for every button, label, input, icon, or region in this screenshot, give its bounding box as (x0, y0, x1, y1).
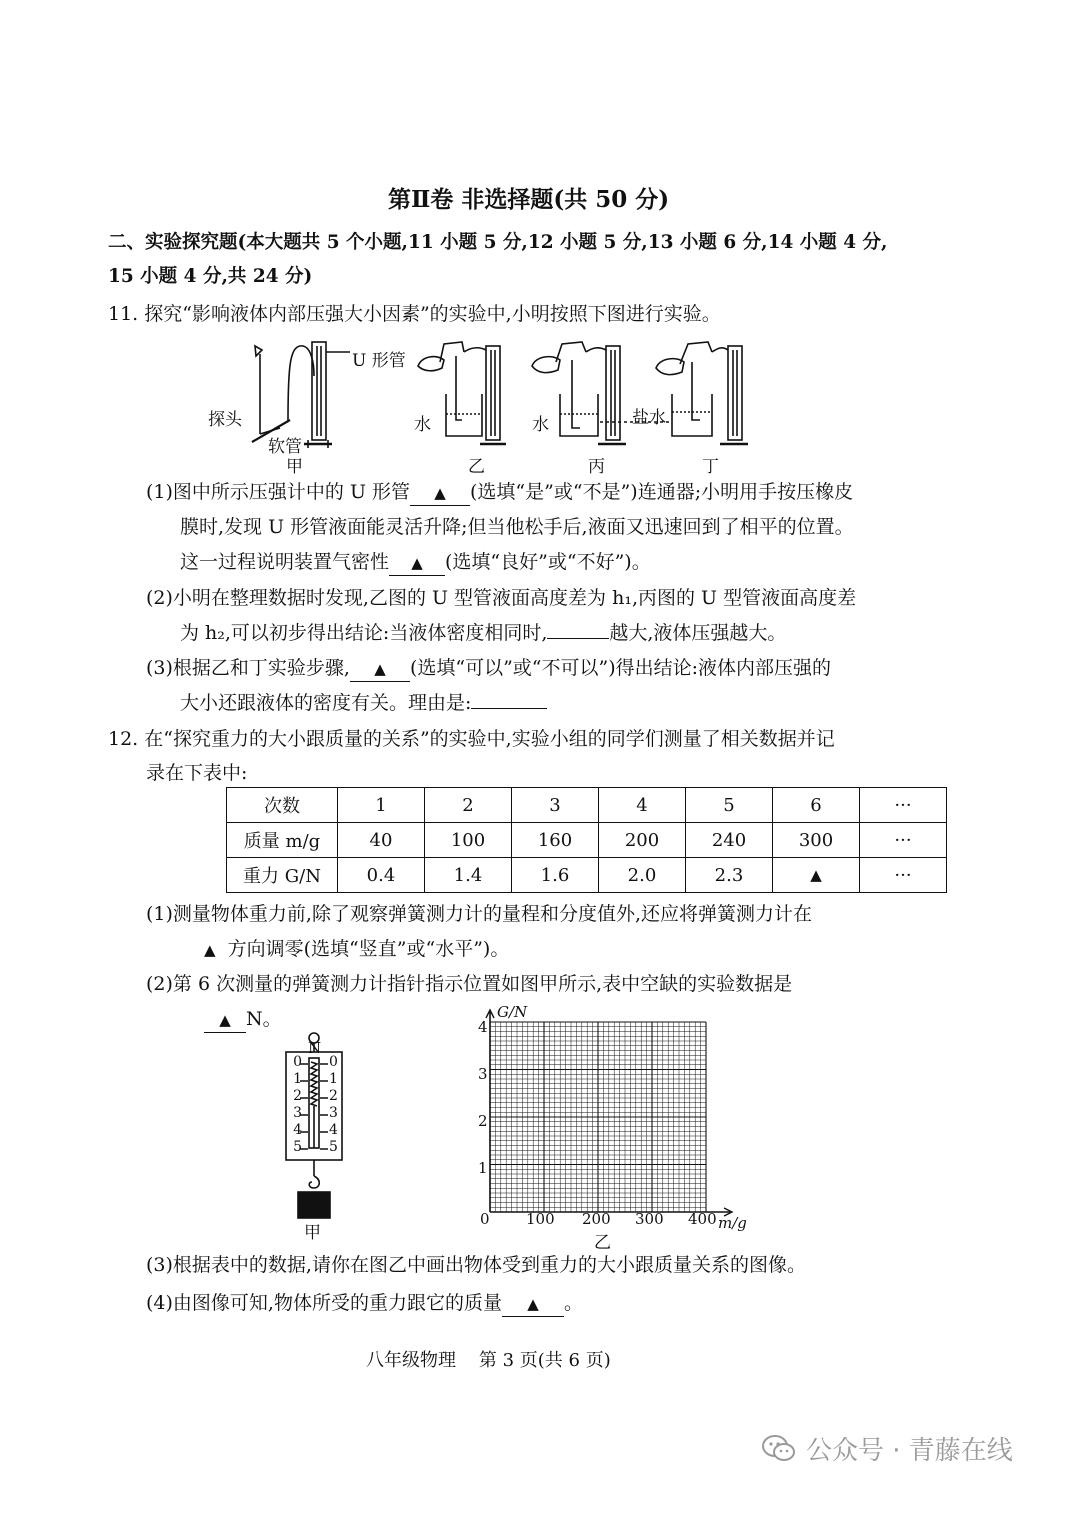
tick-label: 3 (293, 1105, 302, 1121)
tick-label: 4 (329, 1122, 338, 1138)
tick-label: 0 (329, 1054, 338, 1070)
part-heading-line-1: 二、实验探究题(本大题共 5 个小题,11 小题 5 分,12 小题 5 分,13 小题 6 分,14 小题 4 分, (108, 232, 888, 253)
q11-part1-text-b: (选填“是”或“不是”)连通器;小明用手按压橡皮 (470, 481, 854, 503)
q12-part3: (3)根据表中的数据,请你在图乙中画出物体受到重力的大小跟质量关系的图像。 (146, 1254, 806, 1276)
q11-part2-text-b: 越大,液体压强越大。 (609, 622, 787, 644)
tick-label: 400 (688, 1210, 717, 1228)
tick-label: 200 (582, 1210, 611, 1228)
table-cell[interactable]: ▲ (773, 858, 860, 893)
answer-blank[interactable] (204, 1007, 246, 1033)
table-cell: 240 (686, 823, 773, 858)
q11-part1-line1 (146, 475, 853, 509)
q12-part2-text-b: N。 (246, 1008, 282, 1030)
answer-blank[interactable] (547, 638, 609, 639)
tick-label: 100 (526, 1210, 555, 1228)
q12-stem-line2: 录在下表中: (146, 762, 248, 784)
q12-part4-text-b: 。 (563, 1292, 583, 1314)
empty-graph-grid[interactable] (470, 1006, 760, 1228)
triangle-icon[interactable]: ▲ (204, 941, 216, 959)
spring-scale-unit: N (308, 1039, 322, 1057)
table-cell: 200 (599, 823, 686, 858)
table-cell: ··· (860, 823, 947, 858)
label-water-b: 水 (414, 415, 431, 435)
table-cell: 6 (773, 788, 860, 823)
table-cell: 2 (425, 788, 512, 823)
tick-label: 1 (329, 1071, 338, 1087)
table-cell: 2.3 (686, 858, 773, 893)
table-row (227, 858, 947, 893)
table-cell: 次数 (227, 788, 338, 823)
q12-part4-text-a: (4)由图像可知,物体所受的重力跟它的质量 (146, 1292, 502, 1314)
label-water-c: 水 (532, 415, 549, 435)
q11-part3-line1 (146, 651, 831, 685)
graph-y-label: G/N (497, 1003, 528, 1021)
caption-graph: 乙 (594, 1233, 611, 1253)
label-hose: 软管 (268, 437, 302, 457)
watermark-text: 公众号 · 青藤在线 (806, 1436, 1013, 1466)
table-cell: 0.4 (338, 858, 425, 893)
table-row (227, 788, 947, 823)
tick-label: 3 (329, 1105, 338, 1121)
q12-part1-line2 (204, 932, 509, 967)
table-cell: 40 (338, 823, 425, 858)
tick-label: 2 (329, 1088, 338, 1104)
q11-part3-text-c: 大小还跟液体的密度有关。理由是: (180, 692, 472, 714)
watermark (762, 1430, 1013, 1467)
answer-blank[interactable] (350, 656, 410, 682)
q12-part2-line1: (2)第 6 次测量的弹簧测力计指针指示位置如图甲所示,表中空缺的实验数据是 (146, 973, 793, 995)
spring-scale-ticks-left (290, 1054, 302, 1156)
tick-label: 2 (478, 1112, 488, 1130)
q12-part2-line2 (204, 1002, 282, 1036)
q11-part3-text-b: (选填“可以”或“不可以”)得出结论:液体内部压强的 (409, 657, 832, 679)
table-cell: 5 (686, 788, 773, 823)
spring-scale-ticks-right (329, 1054, 341, 1156)
q12-part1-text-b: 方向调零(选填“竖直”或“水平”)。 (227, 938, 510, 960)
triangle-icon: ▲ (411, 554, 423, 572)
tick-label: 4 (293, 1122, 302, 1138)
label-probe: 探头 (208, 410, 242, 430)
q12-part1-line1: (1)测量物体重力前,除了观察弹簧测力计的量程和分度值外,还应将弹簧测力计在 (146, 903, 812, 925)
triangle-icon: ▲ (434, 484, 446, 502)
table-cell: 1.6 (512, 858, 599, 893)
table-cell: 1 (338, 788, 425, 823)
page-footer: 八年级物理 第 3 页(共 6 页) (366, 1350, 611, 1371)
table-cell: ··· (860, 858, 947, 893)
tick-label: 0 (293, 1054, 302, 1070)
table-cell: 1.4 (425, 858, 512, 893)
q12-stem-line1: 12. 在“探究重力的大小跟质量的关系”的实验中,实验小组的同学们测量了相关数据并记 (108, 728, 835, 750)
q11-part3-text-a: (3)根据乙和丁实验步骤, (146, 657, 350, 679)
q11-part1-text-d: (选填“良好”或“不好”)。 (445, 551, 651, 573)
q11-stem: 11. 探究“影响液体内部压强大小因素”的实验中,小明按照下图进行实验。 (108, 303, 721, 325)
label-u-tube: U 形管 (352, 351, 406, 371)
q11-part2-text-a: 为 h₂,可以初步得出结论:当液体密度相同时, (180, 622, 548, 644)
table-cell: 2.0 (599, 858, 686, 893)
q11-part2-line2 (180, 616, 786, 650)
triangle-icon: ▲ (527, 1295, 539, 1313)
triangle-icon: ▲ (219, 1011, 231, 1029)
table-cell: 100 (425, 823, 512, 858)
table-cell: 4 (599, 788, 686, 823)
table-cell: 160 (512, 823, 599, 858)
part-heading-line-2: 15 小题 4 分,共 24 分) (108, 266, 313, 287)
caption-jia: 甲 (286, 457, 303, 477)
answer-blank[interactable] (502, 1291, 564, 1317)
table-cell: 300 (773, 823, 860, 858)
section-title: 第Ⅱ卷 非选择题(共 50 分) (388, 186, 670, 213)
tick-label: 4 (478, 1018, 488, 1036)
q11-part1-line3 (180, 545, 651, 579)
table-cell: 质量 m/g (227, 823, 338, 858)
answer-blank[interactable] (410, 480, 470, 506)
caption-bing: 丙 (588, 457, 605, 477)
q12-data-table (226, 787, 947, 893)
tick-label: 1 (293, 1071, 302, 1087)
q11-part1-text-c: 这一过程说明装置气密性 (180, 551, 390, 573)
q11-part1-text-a: (1)图中所示压强计中的 U 形管 (146, 481, 411, 503)
graph-x-label: m/g (718, 1214, 747, 1232)
triangle-icon: ▲ (374, 660, 386, 678)
wechat-icon (762, 1434, 796, 1464)
q12-part4 (146, 1286, 583, 1320)
tick-label: 5 (329, 1139, 338, 1155)
tick-label: 3 (478, 1065, 488, 1083)
tick-label: 5 (293, 1139, 302, 1155)
table-cell: 重力 G/N (227, 858, 338, 893)
table-row (227, 823, 947, 858)
answer-blank[interactable] (389, 550, 445, 576)
caption-ding: 丁 (702, 457, 719, 477)
tick-label: 1 (478, 1159, 488, 1177)
tick-label: 0 (480, 1210, 490, 1228)
q11-part1-line2: 膜时,发现 U 形管液面能灵活升降;但当他松手后,液面又迅速回到了相平的位置。 (180, 516, 854, 538)
caption-yi: 乙 (468, 457, 485, 477)
q11-part2-line1: (2)小明在整理数据时发现,乙图的 U 型管液面高度差为 h₁,丙图的 U 型管液面高度差 (146, 587, 857, 609)
tick-label: 2 (293, 1088, 302, 1104)
tick-label: 300 (635, 1210, 664, 1228)
table-cell: 3 (512, 788, 599, 823)
table-cell: ··· (860, 788, 947, 823)
answer-blank[interactable] (471, 708, 547, 709)
caption-spring-scale: 甲 (304, 1223, 321, 1243)
q11-part3-line2 (180, 686, 547, 720)
label-salt-water: 盐水 (632, 408, 666, 428)
